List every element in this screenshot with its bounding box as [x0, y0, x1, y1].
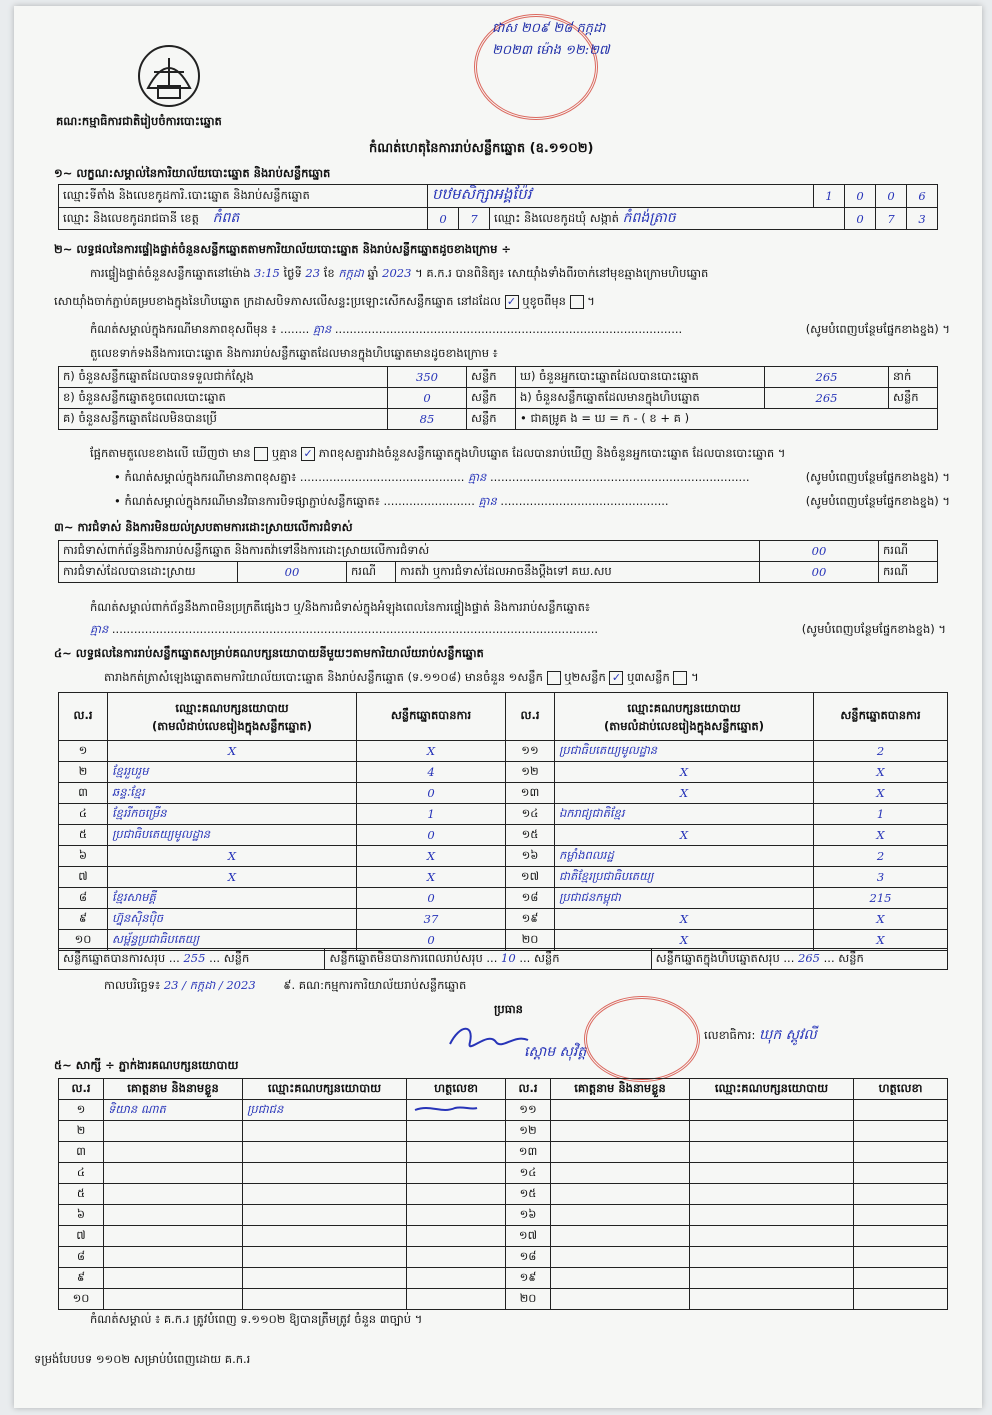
form-reference: ទម្រង់បែបបទ ១១០២ សម្រាប់បំពេញដោយ គ.ក.រ — [34, 1352, 251, 1366]
row-no: ៣ — [59, 1142, 104, 1163]
row-no: ១៥ — [506, 825, 555, 846]
verification-day: 23 — [305, 266, 321, 280]
party-row — [59, 741, 948, 762]
date-line: កាលបរិច្ឆេទ៖ 23 / កក្កដា / 2023 ៩. គណ:កម្មការការិយាល័យរាប់សន្លឹកឆ្នោត — [104, 978, 467, 992]
party-row — [59, 825, 948, 846]
party-name: X — [108, 846, 357, 867]
party-name: ប្រជាជនកម្ពុជា — [555, 888, 814, 909]
col-no: ល.រ — [59, 1079, 104, 1100]
count-intro: តួលេខទាក់ទងនឹងការបោះឆ្នោត និងការរាប់សន្លឹកឆ្នោតដែលមានក្នុងហិបឆ្នោតមានដូចខាងក្រោម ៖ — [90, 346, 498, 360]
party-votes: X — [814, 930, 948, 951]
party-name: ប្រជាធិបតេយ្យមូលដ្ឋាន — [555, 741, 814, 762]
row-no: ៤ — [59, 804, 108, 825]
col-name: គោត្តនាម និងនាមខ្លួន — [104, 1079, 243, 1100]
party-row — [59, 867, 948, 888]
unit-label: សន្លឹក — [467, 367, 516, 388]
row-no: ៨ — [59, 888, 108, 909]
discrepancy-line: ផ្អែកតាមតួលេខខាងលើ ឃើញថា មាន ឬគ្មាន ✓ ភាពខុសគ្នារវាងចំនួនសន្លឹកឆ្នោតក្នុងហិបឆ្នោត ដែលបានរាប់ឃើញ និងចំនួនអ្នកបោះឆ្នោត ដែលបានបោះឆ្នោត ។ — [90, 446, 786, 460]
unit-label: ករណី — [347, 562, 396, 583]
total-box-value: 265 — [798, 950, 820, 965]
row-no: ៧ — [59, 867, 108, 888]
seal-line: សោយ៉ាំងចាក់ភ្ជាប់គម្របខាងក្នុងនៃហិបឆ្នោត ក្រដាសបិទភាសលើសន្ទះប្រឡោះសើកសន្លឹកឆ្នោត នៅដដែល ✓ ឬខូចពីមុន ។ — [54, 294, 595, 308]
col-signature: ហត្ថលេខា — [854, 1079, 948, 1100]
appeal-label: ការតវ៉ា ឬការជំទាស់ដែលអាចនឹងប្តឹងទៅ គឃ.សប — [396, 562, 760, 583]
total-valid-value: 255 — [183, 950, 206, 965]
party-votes: X — [357, 741, 506, 762]
party-row — [59, 888, 948, 909]
col-party: ឈ្មោះគណបក្សនយោបាយ — [243, 1079, 407, 1100]
commune-code-2: 7 — [876, 208, 907, 230]
witness-party: ប្រជាជន — [243, 1100, 407, 1121]
witness-row — [59, 1289, 948, 1310]
section3-heading: ៣~ ការជំទាស់ និងការមិនយល់ស្របតាមការដោះស្រាយលើការជំទាស់ — [54, 520, 353, 534]
seal-note-value: គ្មាន — [478, 494, 497, 508]
tally-2-checkbox[interactable]: ✓ — [609, 671, 623, 685]
objection-label: ការជំទាស់ពាក់ព័ន្ធនឹងការរាប់សន្លឹកឆ្នោត និងការតវ៉ាទៅនឹងការដោះស្រាយលើការជំទាស់ — [59, 541, 760, 562]
witness-row — [59, 1163, 948, 1184]
difference-note-value: គ្មាន — [313, 322, 332, 336]
station-code-2: 0 — [845, 185, 876, 208]
row-no: ១៦ — [506, 1205, 551, 1226]
count-row — [59, 367, 938, 388]
party-row — [59, 846, 948, 867]
total-box: សន្លឹកឆ្នោតក្នុងហិបឆ្នោតសរុប ... 265 ... សន្លឹក — [651, 949, 947, 970]
witness-row — [59, 1100, 948, 1121]
party-name: ហ្វ៊ុនស៊ិនប៉ិច — [108, 909, 357, 930]
party-votes: X — [814, 783, 948, 804]
witness-row — [59, 1121, 948, 1142]
row-no: ១៩ — [506, 1268, 551, 1289]
province-label: ឈ្មោះ និងលេខកូដរាជធានី ខេត្ត កំពត — [59, 208, 428, 230]
difference-note: កំណត់សម្គាល់ក្នុងករណីមានភាពខុសពីមុន ៖ ........ គ្មាន ............................................................................................... (សូមបំពេញបន្ថែមផ្នែកខាងខ្នង) ។ — [90, 322, 950, 336]
col-party: ឈ្មោះគណបក្សនយោបាយ (តាមលំដាប់លេខរៀងក្នុងសន្លឹកឆ្នោត) — [555, 693, 814, 741]
party-name: X — [555, 783, 814, 804]
irregularity-note-value: គ្មាន — [90, 622, 109, 636]
witness-name: ទិយាន ណាត — [104, 1100, 243, 1121]
total-invalid-value: 10 — [501, 950, 516, 965]
col-name: គោត្តនាម និងនាមខ្លួន — [551, 1079, 690, 1100]
unit-label: ករណី — [879, 562, 938, 583]
tally-1-checkbox[interactable] — [547, 671, 561, 685]
resolved-value: 00 — [238, 562, 347, 583]
ballot-count-table — [58, 366, 938, 430]
row-no: ១៥ — [506, 1184, 551, 1205]
party-name: ប្រជាធិបតេយ្យមូលដ្ឋាន — [108, 825, 357, 846]
row-no: ១៧ — [506, 867, 555, 888]
col-no: ល.រ — [59, 693, 108, 741]
commune-label: ឈ្មោះ និងលេខកូដឃុំ សង្កាត់ កំពង់ត្រាច — [490, 208, 845, 230]
discrepancy-note: • កំណត់សម្គាល់ក្នុងករណីមានភាពខុសគ្នា៖ ............................................. គ្មាន ....................................................................... (សូមបំពេញបន្ថែមផ្នែកខាងខ្នង) ។ — [114, 470, 950, 484]
party-name: ឆន្ទៈខ្មែរ — [108, 783, 357, 804]
verification-month: កក្កដា — [338, 266, 364, 280]
party-votes: 3 — [814, 867, 948, 888]
province-code-2: 7 — [459, 208, 490, 230]
row-no: ១៣ — [506, 783, 555, 804]
party-votes: X — [357, 846, 506, 867]
party-name: X — [108, 867, 357, 888]
party-name: កម្លាំងពលរដ្ឋ — [555, 846, 814, 867]
count-row — [59, 388, 938, 409]
row-no: ៤ — [59, 1163, 104, 1184]
col-party: ឈ្មោះគណបក្សនយោបាយ (តាមលំដាប់លេខរៀងក្នុងសន្លឹកឆ្នោត) — [108, 693, 357, 741]
in-box-label: ង) ចំនួនសន្លឹកឆ្នោតដែលមានក្នុងហិបឆ្នោត — [516, 388, 765, 409]
form-title: កំណត់ហេតុនៃការរាប់សន្លឹកឆ្នោត (ឧ.១១០២) — [369, 141, 594, 156]
committee-label: ៩. គណ:កម្មការការិយាល័យរាប់សន្លឹកឆ្នោត — [283, 978, 467, 992]
row-no: ១៤ — [506, 1163, 551, 1184]
party-name: ជាតិខ្មែរប្រជាធិបតេយ្យ — [555, 867, 814, 888]
committee-name: គណ:កម្មាធិការជាតិរៀបចំការបោះឆ្នោត — [56, 114, 222, 128]
witness-row — [59, 1205, 948, 1226]
row-no: ៨ — [59, 1247, 104, 1268]
party-votes: 215 — [814, 888, 948, 909]
party-votes: X — [814, 909, 948, 930]
party-name: X — [555, 909, 814, 930]
col-votes: សន្លឹកឆ្នោតបានការ — [357, 693, 506, 741]
row-no: ២០ — [506, 1289, 551, 1310]
discrepancy-note-value: គ្មាន — [468, 470, 487, 484]
row-no: ១១ — [506, 1100, 551, 1121]
col-votes: សន្លឹកឆ្នោតបានការ — [814, 693, 948, 741]
verification-year: 2023 — [382, 266, 412, 280]
province-name: កំពត — [212, 210, 240, 226]
row-no: ៩ — [59, 1268, 104, 1289]
witness-row — [59, 1247, 948, 1268]
unit-label: សន្លឹក — [889, 388, 938, 409]
station-name: បឋមសិក្សាអង្គប៉ែវ — [428, 185, 814, 208]
voted-label: ឃ) ចំនួនអ្នកបោះឆ្នោតដែលបានបោះឆ្នោត — [516, 367, 765, 388]
party-votes: X — [357, 867, 506, 888]
party-name: X — [555, 825, 814, 846]
unit-label: សន្លឹក — [467, 409, 516, 430]
party-votes: 2 — [814, 741, 948, 762]
party-votes: X — [814, 825, 948, 846]
row-no: ៥ — [59, 1184, 104, 1205]
row-no: ១៨ — [506, 888, 555, 909]
witness-row — [59, 1268, 948, 1289]
president-label: ប្រធាន — [494, 1002, 523, 1016]
row-no: ១០ — [59, 930, 108, 951]
section5-heading: ៥~ សាក្សី ÷ ភ្នាក់ងារគណបក្សនយោបាយ — [54, 1058, 239, 1072]
station-code-3: 0 — [876, 185, 907, 208]
row-no: ១ — [59, 1100, 104, 1121]
party-name: X — [555, 930, 814, 951]
totals-table — [58, 948, 948, 970]
committee-seal — [584, 996, 700, 1082]
stamp-handwriting: ជាស ២០៩ ២៨ កក្កដា ២០២៣ ម៉ោង ១២:២៧ — [492, 21, 610, 58]
section1-heading: ១~ លក្ខណ:សម្គាល់នៃការិយាល័យបោះឆ្នោត និងរាប់សន្លឹកឆ្នោត — [54, 166, 331, 180]
total-valid: សន្លឹកឆ្នោតបានការសរុប ... 255 ... សន្លឹក — [59, 949, 325, 970]
party-row — [59, 909, 948, 930]
section2-heading: ២~ លទ្ធផលនៃការផ្ទៀងផ្ទាត់ចំនួនសន្លឹកឆ្នោតតាមការិយាល័យបោះឆ្នោត និងរាប់សន្លឹកឆ្នោតដូចខាងក្រោម ÷ — [54, 242, 512, 256]
party-votes: 0 — [357, 783, 506, 804]
tally-sheet-line: តារាងកត់ត្រាសំឡេងឆ្នោតតាមការិយាល័យបោះឆ្នោត និងរាប់សន្លឹកឆ្នោត (ទ.១១០៨) មានចំនួន ១សន្លឹក ឬ២សន្លឹក ✓ ឬ៣សន្លឹក ។ — [104, 670, 699, 684]
date-value: 23 / កក្កដា / 2023 — [163, 978, 256, 992]
footer-note: កំណត់សម្គាល់ ៖ គ.ក.រ ត្រូវបំពេញ ទ.១១០២ ឱ្យបានត្រឹមត្រូវ ចំនួន ៣ច្បាប់ ។ — [90, 1312, 423, 1326]
row-no: ៣ — [59, 783, 108, 804]
witness-row — [59, 1184, 948, 1205]
irregularity-note: កំណត់សម្គាល់ពាក់ព័ន្ធនឹងភាពមិនប្រក្រតីផ្សេងៗ ឬ/និងការជំទាស់ក្នុងអំឡុងពេលនៃការផ្ទៀងផ្ទាត់ និងការរាប់សន្លឹកឆ្នោត៖ គ្មាន ..................................................................................................................................... (សូមបំពេញបន្ថែមផ្នែកខាងខ្នង) ។ — [90, 600, 946, 636]
unit-label: សន្លឹក — [467, 388, 516, 409]
party-votes: 0 — [357, 930, 506, 951]
row-no: ៦ — [59, 1205, 104, 1226]
voted-value: 265 — [765, 367, 889, 388]
section4-heading: ៤~ លទ្ធផលនៃការរាប់សន្លឹកឆ្នោតសម្រាប់គណបក្សនយោបាយនីមួយៗតាមការិយាល័យរាប់សន្លឹកឆ្នោត — [54, 646, 484, 660]
row-no: ១ — [59, 741, 108, 762]
secretary-name: ឃុក ស្តូវលី — [758, 1027, 817, 1043]
seal-note: • កំណត់សម្គាល់ក្នុងករណីមានវិធានការបិទផ្សាភ្ជាប់សន្លឹកឆ្នោត៖ ......................... គ្មាន .............................................. (សូមបំពេញបន្ថែមផ្នែកខាងខ្នង) ។ — [114, 494, 950, 508]
intact-checkbox[interactable]: ✓ — [505, 295, 519, 309]
col-signature: ហត្ថលេខា — [407, 1079, 506, 1100]
nec-emblem-logo — [134, 42, 204, 114]
verification-time: 3:15 — [254, 266, 280, 280]
party-votes: 37 — [357, 909, 506, 930]
polling-station-table — [58, 184, 938, 230]
unit-label: ករណី — [879, 541, 938, 562]
received-value: 350 — [388, 367, 467, 388]
count-row — [59, 409, 938, 430]
row-no: ៥ — [59, 825, 108, 846]
form-sheet — [14, 6, 982, 1408]
row-no: ៧ — [59, 1226, 104, 1247]
col-no: ល.រ — [506, 693, 555, 741]
discrepancy-yes-checkbox[interactable] — [254, 447, 268, 461]
row-no: ១៨ — [506, 1247, 551, 1268]
discrepancy-no-checkbox[interactable]: ✓ — [301, 447, 315, 461]
party-row — [59, 783, 948, 804]
row-no: ៦ — [59, 846, 108, 867]
party-votes: 2 — [814, 846, 948, 867]
witness-row — [59, 1226, 948, 1247]
witness-signature — [407, 1100, 506, 1121]
row-no: ១៩ — [506, 909, 555, 930]
secretary-line: លេខាធិការ: ឃុក ស្តូវលី — [704, 1027, 817, 1043]
received-label: ក) ចំនួនសន្លឹកឆ្នោតដែលបានទទួលជាក់ស្តែង — [59, 367, 388, 388]
row-no: ១៣ — [506, 1142, 551, 1163]
party-name: ខ្មែររីកចម្រើន — [108, 804, 357, 825]
party-name: សម្ព័ន្ធប្រជាធិបតេយ្យ — [108, 930, 357, 951]
row-no: ២ — [59, 762, 108, 783]
party-votes: 4 — [357, 762, 506, 783]
broken-checkbox[interactable] — [570, 295, 584, 309]
party-votes: 1 — [814, 804, 948, 825]
objection-value: 00 — [760, 541, 879, 562]
col-party: ឈ្មោះគណបក្សនយោបាយ — [690, 1079, 854, 1100]
witness-table — [58, 1078, 948, 1310]
formula-label: • ជាគម្រូគ ង = ឃ = ក - ( ខ + គ ) — [516, 409, 938, 430]
row-no: ១៤ — [506, 804, 555, 825]
row-no: ២ — [59, 1121, 104, 1142]
party-votes: 0 — [357, 825, 506, 846]
province-code-1: 0 — [428, 208, 459, 230]
tally-3-checkbox[interactable] — [673, 671, 687, 685]
row-no: ១២ — [506, 1121, 551, 1142]
row-no: ១០ — [59, 1289, 104, 1310]
president-name: ស្តោម សុវិត្ត — [524, 1044, 587, 1060]
station-code-1: 1 — [814, 185, 845, 208]
in-box-value: 265 — [765, 388, 889, 409]
col-no: ល.រ — [506, 1079, 551, 1100]
president-signature — [444, 1020, 534, 1060]
spoiled-label: ខ) ចំនួនសន្លឹកឆ្នោតខូចពេលបោះឆ្នោត — [59, 388, 388, 409]
commune-code-3: 3 — [907, 208, 938, 230]
row-no: ៩ — [59, 909, 108, 930]
unused-value: 85 — [388, 409, 467, 430]
row-no: ២០ — [506, 930, 555, 951]
commune-name: កំពង់ត្រាច — [622, 210, 676, 226]
station-code-4: 6 — [907, 185, 938, 208]
spoiled-value: 0 — [388, 388, 467, 409]
unused-label: គ) ចំនួនសន្លឹកឆ្នោតដែលមិនបានប្រើ — [59, 409, 388, 430]
party-name: X — [555, 762, 814, 783]
row-no: ១៦ — [506, 846, 555, 867]
party-results-table — [58, 692, 948, 951]
station-label: ឈ្មោះទីតាំង និងលេខកូដការិ.បោះឆ្នោត និងរាប់សន្លឹកឆ្នោត — [59, 185, 428, 208]
row-no: ១២ — [506, 762, 555, 783]
row-no: ១៧ — [506, 1226, 551, 1247]
row-no: ១១ — [506, 741, 555, 762]
party-name: ខ្មែររួបរួម — [108, 762, 357, 783]
unit-label: នាក់ — [889, 367, 938, 388]
party-name: ខ្មែរសាមគ្គី — [108, 888, 357, 909]
commune-code-1: 0 — [845, 208, 876, 230]
party-votes: 1 — [357, 804, 506, 825]
party-name: X — [108, 741, 357, 762]
total-invalid: សន្លឹកឆ្នោតមិនបានការពេលរាប់សរុប ... 10 ... សន្លឹក — [325, 949, 651, 970]
party-row — [59, 804, 948, 825]
verification-line: ការផ្ទៀងផ្ទាត់ចំនួនសន្លឹកឆ្នោតនៅម៉ោង 3:15 ថ្ងៃទី 23 ខែ កក្កដា ឆ្នាំ 2023 ។ គ.ក.រ បានពិនិត្យ៖ សោយ៉ាំងទាំងពីរចាក់នៅមុខឆ្មាងក្រោមហិបឆ្នោត — [90, 266, 709, 280]
party-row — [59, 762, 948, 783]
party-name: ឯករាជ្យជាតិខ្មែរ — [555, 804, 814, 825]
witness-row — [59, 1142, 948, 1163]
party-votes: 0 — [357, 888, 506, 909]
objection-table — [58, 540, 938, 583]
resolved-label: ការជំទាស់ដែលបានដោះស្រាយ — [59, 562, 238, 583]
appeal-value: 00 — [760, 562, 879, 583]
party-votes: X — [814, 762, 948, 783]
